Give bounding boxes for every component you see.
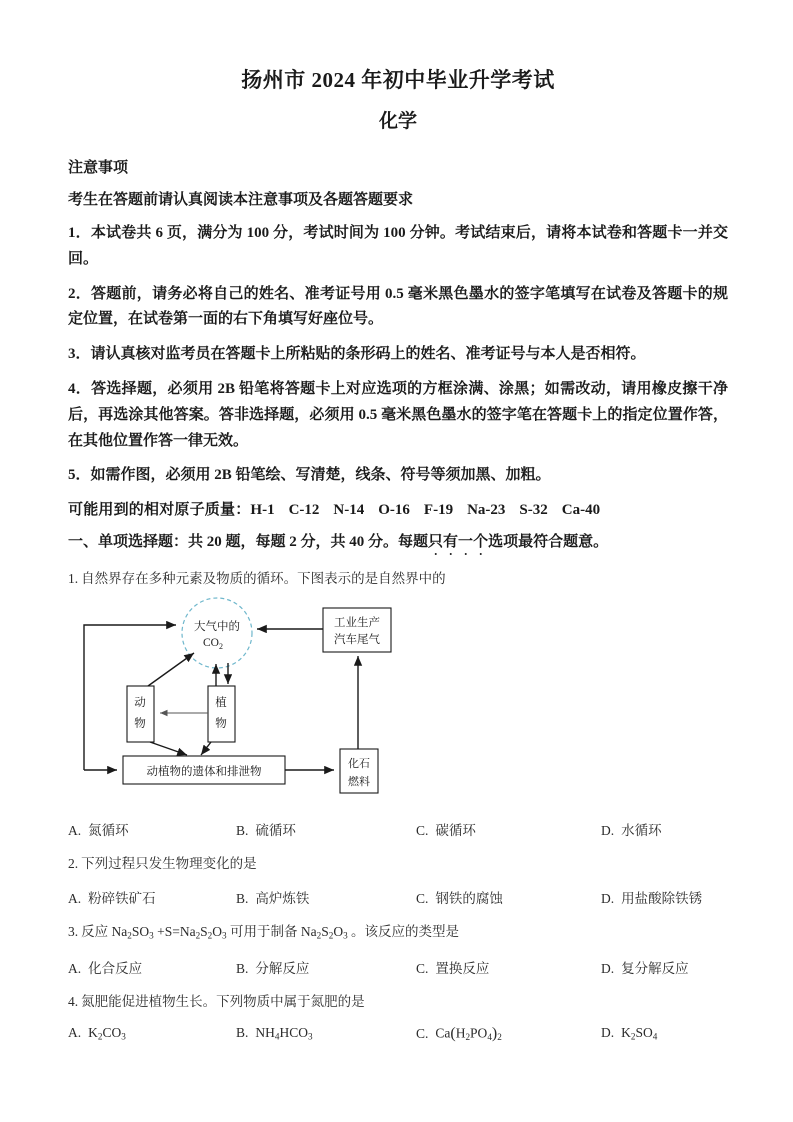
question-4-option-a-formula: $K_2CO_3$: [88, 1025, 126, 1042]
question-4-text: 氮肥能促进植物生长。下列物质中属于氮肥的是: [81, 993, 365, 1009]
arrow-plant-to-remains: [201, 742, 211, 755]
question-3-option-d[interactable]: [601, 957, 689, 977]
section-heading: [68, 530, 728, 554]
question-3-text-prefix: 反应: [81, 924, 109, 940]
atomic-mass-line: [68, 498, 728, 522]
question-1-option-b[interactable]: [236, 819, 416, 839]
question-3-option-b[interactable]: [236, 957, 416, 977]
question-1-stem: [68, 568, 728, 590]
question-2-stem: [68, 853, 728, 875]
fossil-fuel-label-line1: 化石: [348, 757, 370, 770]
question-3-option-a[interactable]: [68, 957, 236, 977]
question-3-option-d-text: 复分解反应: [621, 960, 689, 976]
question-1-option-c-label: C.: [416, 822, 429, 838]
question-4-option-d-formula: $K_2SO_4$: [621, 1025, 658, 1042]
question-3-option-b-label: B.: [236, 960, 249, 976]
question-2-option-b-label: B.: [236, 891, 249, 907]
question-1-number: 1.: [68, 571, 79, 587]
atomic-mass-na: Na-23: [467, 502, 506, 519]
question-3-text-suffix: 。该反应的类型是: [351, 924, 460, 940]
question-3-option-c[interactable]: [416, 957, 601, 977]
question-3-product: $Na_2S_2O_3$: [297, 924, 348, 941]
question-1-option-c-text: 碳循环: [435, 822, 476, 838]
question-3-option-c-text: 置换反应: [435, 960, 490, 976]
atomic-mass-f: F-19: [423, 502, 454, 519]
arrow-animal-to-remains: [150, 742, 187, 755]
question-3-option-d-label: D.: [601, 960, 615, 976]
carbon-cycle-diagram: [70, 596, 470, 806]
question-1-option-d[interactable]: [601, 819, 662, 839]
question-2-option-b-text: 高炉炼铁: [255, 891, 310, 907]
question-2-option-d-label: D.: [601, 891, 615, 907]
question-2-number: 2.: [68, 855, 79, 871]
question-4-option-b-formula: $NH_4HCO_3$: [255, 1025, 313, 1042]
animal-box-label-line2: 物: [134, 717, 146, 730]
atomic-mass-label: 可能用到的相对原子质量：: [68, 502, 251, 519]
question-1-option-a-text: 氮循环: [88, 822, 129, 838]
question-2-option-a-label: A.: [68, 891, 82, 907]
subject-title: 化学: [378, 111, 417, 133]
question-3-option-b-text: 分解反应: [255, 960, 310, 976]
question-1-option-b-text: 硫循环: [255, 822, 296, 838]
atmosphere-co2-label-line2: $CO_2$: [203, 636, 223, 651]
question-2-option-c-text: 钢铁的腐蚀: [435, 891, 503, 907]
question-4-stem: [68, 991, 728, 1013]
question-4-option-b[interactable]: [236, 1025, 416, 1043]
atomic-mass-s: S-32: [519, 502, 548, 519]
plant-box-label-line2: 物: [215, 717, 227, 730]
question-2-option-a[interactable]: [68, 887, 236, 907]
atmosphere-co2-circle: [182, 598, 252, 668]
question-2-option-a-text: 粉碎铁矿石: [88, 891, 156, 907]
atomic-mass-c: C-12: [288, 502, 320, 519]
question-4-option-d-label: D.: [601, 1025, 615, 1041]
page-content: [68, 0, 728, 1043]
question-2-text: 下列过程只发生物理变化的是: [81, 855, 257, 871]
industry-box-label-line1: 工业生产: [334, 616, 380, 629]
question-4-options: [68, 1025, 728, 1043]
atomic-mass-o: O-16: [378, 502, 410, 519]
question-3-equation: $Na_2SO_3 +S=Na_2S_2O_3$: [108, 924, 227, 941]
question-3-text-middle: 可用于制备: [229, 924, 298, 940]
question-1-option-d-label: D.: [601, 822, 615, 838]
remains-box-label: 动植物的遗体和排泄物: [146, 765, 262, 778]
question-2-option-b[interactable]: [236, 887, 416, 907]
question-4-option-d[interactable]: [601, 1025, 657, 1043]
question-2-option-d[interactable]: [601, 887, 702, 907]
question-4-option-c[interactable]: [416, 1025, 601, 1043]
fossil-fuel-label-line2: 燃料: [348, 775, 370, 788]
question-2-option-c[interactable]: [416, 887, 601, 907]
notice-item-4: 4．答选择题，必须用 2B 铅笔将答题卡上对应选项的方框涂满、涂黑；如需改动，请用橡皮擦干净后，再选涂其他答案。答非选择题，必须用 0.5 毫米黑色墨水的签字笔在答题卡上的指定位置作答，在其他位置作答一律无效。: [68, 380, 728, 449]
atomic-mass-h: H-1: [250, 502, 275, 519]
question-3-option-a-text: 化合反应: [88, 960, 143, 976]
question-2-option-d-text: 用盐酸除铁锈: [621, 891, 703, 907]
question-4-option-c-formula: $Ca(H_2PO_4)_2$: [435, 1025, 502, 1043]
question-2-options: [68, 887, 728, 907]
notice-item-2: 2．答题前，请务必将自己的姓名、准考证号用 0.5 毫米黑色墨水的签字笔填写在试卷及答题卡的规定位置，在试卷第一面的右下角填写好座位号。: [68, 285, 728, 328]
question-1-text: 自然界存在多种元素及物质的循环。下图表示的是自然界中的: [81, 571, 446, 587]
arrow-animal-to-atmosphere: [148, 653, 194, 686]
question-4-option-a[interactable]: [68, 1025, 236, 1043]
question-1-option-d-text: 水循环: [621, 822, 662, 838]
animal-box-label-line1: 动: [134, 696, 146, 709]
question-3-option-a-label: A.: [68, 960, 82, 976]
atomic-mass-n: N-14: [333, 502, 365, 519]
notice-item-5: 5．如需作图，必须用 2B 铅笔绘、写清楚，线条、符号等须加黑、加粗。: [68, 467, 551, 484]
plant-box: [208, 686, 235, 742]
notice-subheading: 考生在答题前请认真阅读本注意事项及各题答题要求: [68, 192, 414, 209]
question-3-option-c-label: C.: [416, 960, 429, 976]
question-4-option-a-label: A.: [68, 1025, 82, 1041]
plant-box-label-line1: 植: [215, 696, 227, 709]
notice-item-1: 1．本试卷共 6 页，满分为 100 分，考试时间为 100 分钟。考试结束后，请将本试卷和答题卡一并交回。: [68, 224, 728, 267]
question-3-options: [68, 957, 728, 977]
question-1-options: [68, 819, 728, 839]
atmosphere-co2-label-line1: 大气中的: [194, 620, 240, 633]
animal-box: [127, 686, 154, 742]
notice-item-3: 3．请认真核对监考员在答题卡上所粘贴的条形码上的姓名、准考证号与本人是否相符。: [68, 346, 646, 363]
question-1-option-a[interactable]: [68, 819, 236, 839]
question-3-stem: [68, 921, 728, 943]
atomic-mass-ca: Ca-40: [561, 502, 601, 519]
question-2-option-c-label: C.: [416, 891, 429, 907]
question-1-option-c[interactable]: [416, 819, 601, 839]
industry-box-label-line2: 汽车尾气: [334, 633, 380, 646]
question-4-number: 4.: [68, 993, 79, 1009]
section-heading-suffix: 选项最符合题意。: [488, 534, 609, 551]
notice-heading: 注意事项: [68, 159, 129, 176]
question-1-option-a-label: A.: [68, 822, 82, 838]
question-3-number: 3.: [68, 924, 79, 940]
question-1-option-b-label: B.: [236, 822, 249, 838]
section-heading-emphasis: 只有一个: [428, 534, 489, 551]
question-4-option-b-label: B.: [236, 1025, 249, 1041]
question-4-option-c-label: C.: [416, 1025, 429, 1041]
section-heading-prefix: 一、单项选择题：共 20 题，每题 2 分，共 40 分。每题: [68, 534, 429, 551]
page-title: 扬州市 2024 年初中毕业升学考试: [241, 68, 555, 92]
